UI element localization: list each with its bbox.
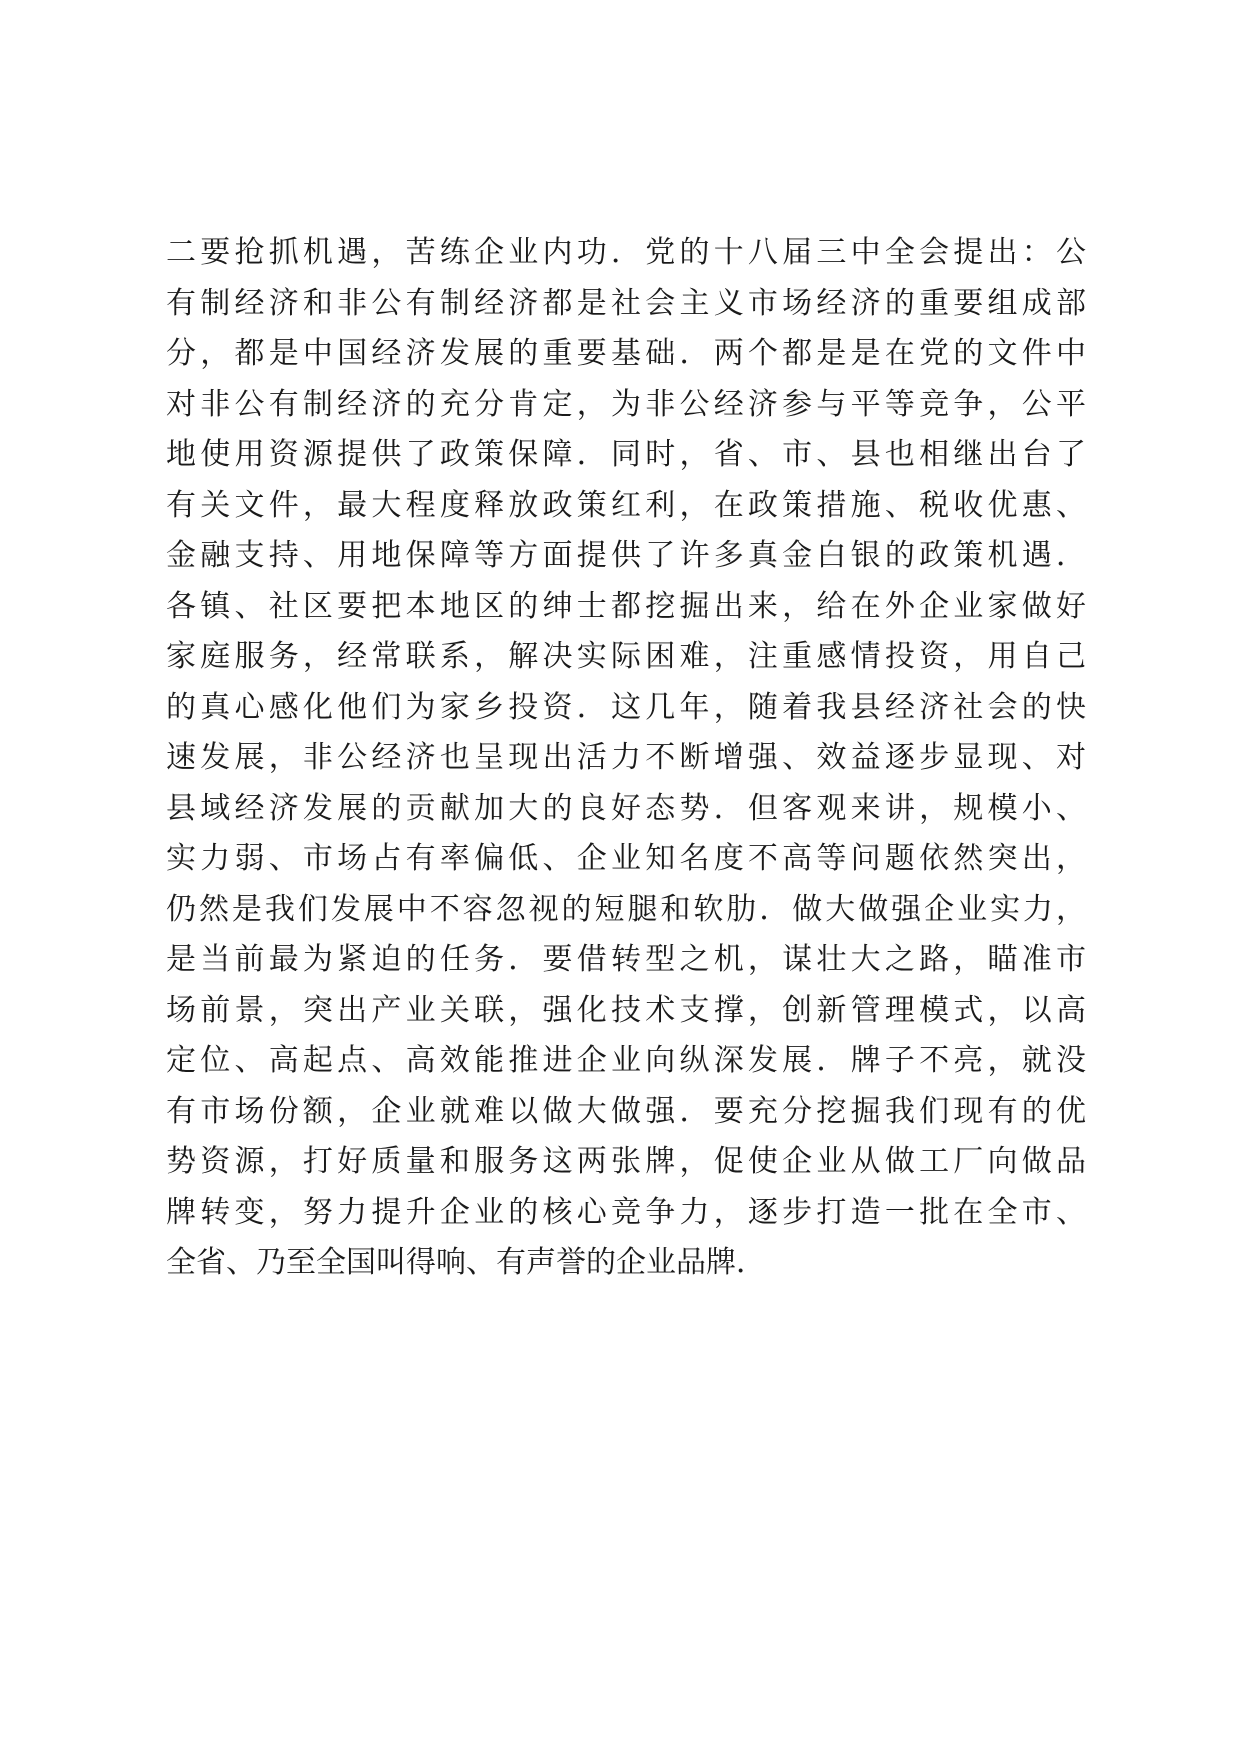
- text-line: 全省、乃至全国叫得响、有声誉的企业品牌．: [166, 1245, 766, 1280]
- text-line: 县域经济发展的贡献加大的良好态势．但客观来讲，规模小、: [166, 790, 1086, 826]
- text-line: 势资源，打好质量和服务这两张牌，促使企业从做工厂向做品: [166, 1144, 1086, 1179]
- text-line: 牌转变，努力提升企业的核心竞争力，逐步打造一批在全市、: [166, 1194, 1086, 1230]
- text-line: 地使用资源提供了政策保障．同时，省、市、县也相继出台了: [166, 437, 1086, 472]
- text-line: 速发展，非公经济也呈现出活力不断增强、效益逐步显现、对: [166, 740, 1086, 775]
- text-line: 有制经济和非公有制经济都是社会主义市场经济的重要组成部: [166, 285, 1086, 321]
- text-line: 金融支持、用地保障等方面提供了许多真金白银的政策机遇．: [166, 538, 1086, 573]
- text-line: 对非公有制经济的充分肯定，为非公经济参与平等竞争，公平: [166, 386, 1086, 422]
- text-line: 仍然是我们发展中不容忽视的短腿和软肋．做大做强企业实力，: [166, 891, 1086, 927]
- text-line: 二要抢抓机遇，苦练企业内功．党的十八届三中全会提出：公: [166, 235, 1086, 270]
- text-line: 有市场份额，企业就难以做大做强．要充分挖掘我们现有的优: [166, 1093, 1086, 1129]
- text-line: 场前景，突出产业关联，强化技术支撑，创新管理模式，以高: [166, 992, 1086, 1028]
- body-paragraph: [166, 228, 1086, 1289]
- text-line: 是当前最为紧迫的任务．要借转型之机，谋壮大之路，瞄准市: [166, 942, 1086, 977]
- text-line: 家庭服务，经常联系，解决实际困难，注重感情投资，用自己: [166, 639, 1086, 674]
- text-line: 各镇、社区要把本地区的绅士都挖掘出来，给在外企业家做好: [166, 588, 1086, 624]
- text-line: 分，都是中国经济发展的重要基础．两个都是是在党的文件中: [166, 336, 1086, 371]
- text-line: 的真心感化他们为家乡投资．这几年，随着我县经济社会的快: [166, 689, 1086, 725]
- text-line: 有关文件，最大程度释放政策红利，在政策措施、税收优惠、: [166, 487, 1086, 523]
- text-line: 定位、高起点、高效能推进企业向纵深发展．牌子不亮，就没: [166, 1043, 1086, 1078]
- text-line: 实力弱、市场占有率偏低、企业知名度不高等问题依然突出，: [166, 841, 1086, 876]
